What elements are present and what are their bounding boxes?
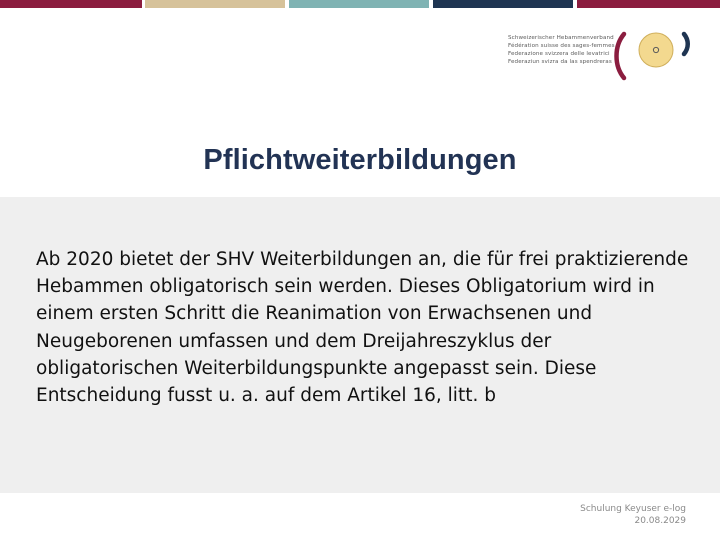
logo-right-paren (684, 34, 688, 54)
footer-line-1: Schulung Keyuser e-log (580, 504, 686, 514)
logo-circle (639, 33, 673, 67)
footer-date: 20.08.2029 (634, 516, 686, 526)
organization-logo (508, 28, 698, 88)
top-bar-segment-3 (289, 0, 429, 8)
top-bar-segment-2 (145, 0, 285, 8)
logo-text-block (508, 34, 615, 66)
logo-mark-icon (612, 28, 698, 84)
top-color-bar (0, 0, 720, 8)
logo-text-line: Fédération suisse des sages-femmes (508, 43, 615, 49)
top-bar-segment-5 (577, 0, 720, 8)
footer (580, 503, 686, 527)
logo-left-paren (617, 34, 625, 78)
slide-body-text: Ab 2020 bietet der SHV Weiterbildungen an, die für frei praktizierende Hebammen obligatorisch sein werden. Dieses Obligatorium wird in einem ersten Schritt die Reanimation von Erwachsenen und Neugeborenen umfassen und dem Dreijahreszyklus der obligatorischen Weiterbildungspunkte angepasst sein. Diese Entscheidung fusst u. a. auf dem Artikel 16, litt. b (36, 249, 689, 407)
top-bar-segment-1 (0, 0, 142, 8)
top-bar-segment-4 (433, 0, 573, 8)
logo-text-line: Schweizerischer Hebammenverband (508, 35, 614, 41)
slide-title: Pflichtweiterbildungen (203, 144, 517, 176)
logo-text-line: Federazione svizzera delle levatrici (508, 51, 610, 57)
logo-text-line: Federaziun svizra da las spendreras (508, 59, 612, 65)
